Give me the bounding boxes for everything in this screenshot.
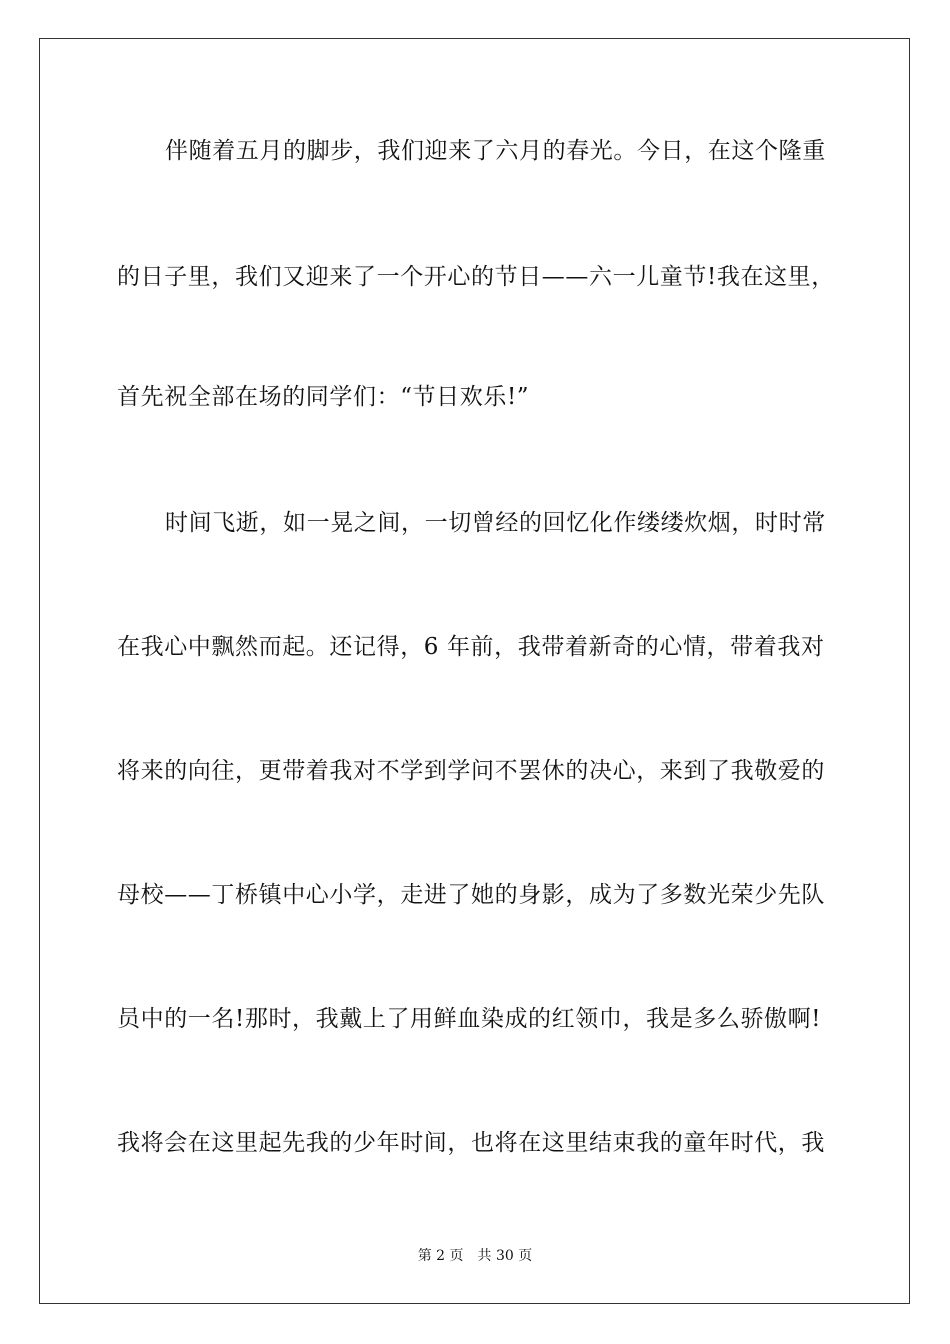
paragraph-2-line-2: 在我心中飘然而起。还记得，6 年前，我带着新奇的心情，带着我对 [117, 634, 825, 660]
paragraph-1-line-1: 伴随着五月的脚步，我们迎来了六月的春光。今日，在这个隆重 [165, 138, 826, 164]
page-number: 第 2 页 [417, 1248, 464, 1264]
paragraph-2-line-1: 时间飞逝，如一晃之间，一切曾经的回忆化作缕缕炊烟，时时常 [165, 510, 826, 536]
paragraph-2-line-3: 将来的向往，更带着我对不学到学问不罢休的决心，来到了我敬爱的 [117, 758, 825, 784]
paragraph-2-line-6: 我将会在这里起先我的少年时间，也将在这里结束我的童年时代，我 [117, 1130, 825, 1156]
page-border [39, 38, 910, 1304]
paragraph-1-line-3: 首先祝全部在场的同学们：“节日欢乐!” [117, 384, 530, 410]
paragraph-2-line-4: 母校——丁桥镇中心小学，走进了她的身影，成为了多数光荣少先队 [117, 882, 825, 908]
paragraph-2-line-5: 员中的一名!那时，我戴上了用鲜血染成的红领巾，我是多么骄傲啊! [117, 1006, 822, 1032]
page-total: 共 30 页 [477, 1248, 533, 1264]
paragraph-1-line-2: 的日子里，我们又迎来了一个开心的节日——六一儿童节!我在这里， [117, 264, 835, 290]
page-footer [0, 1247, 950, 1265]
